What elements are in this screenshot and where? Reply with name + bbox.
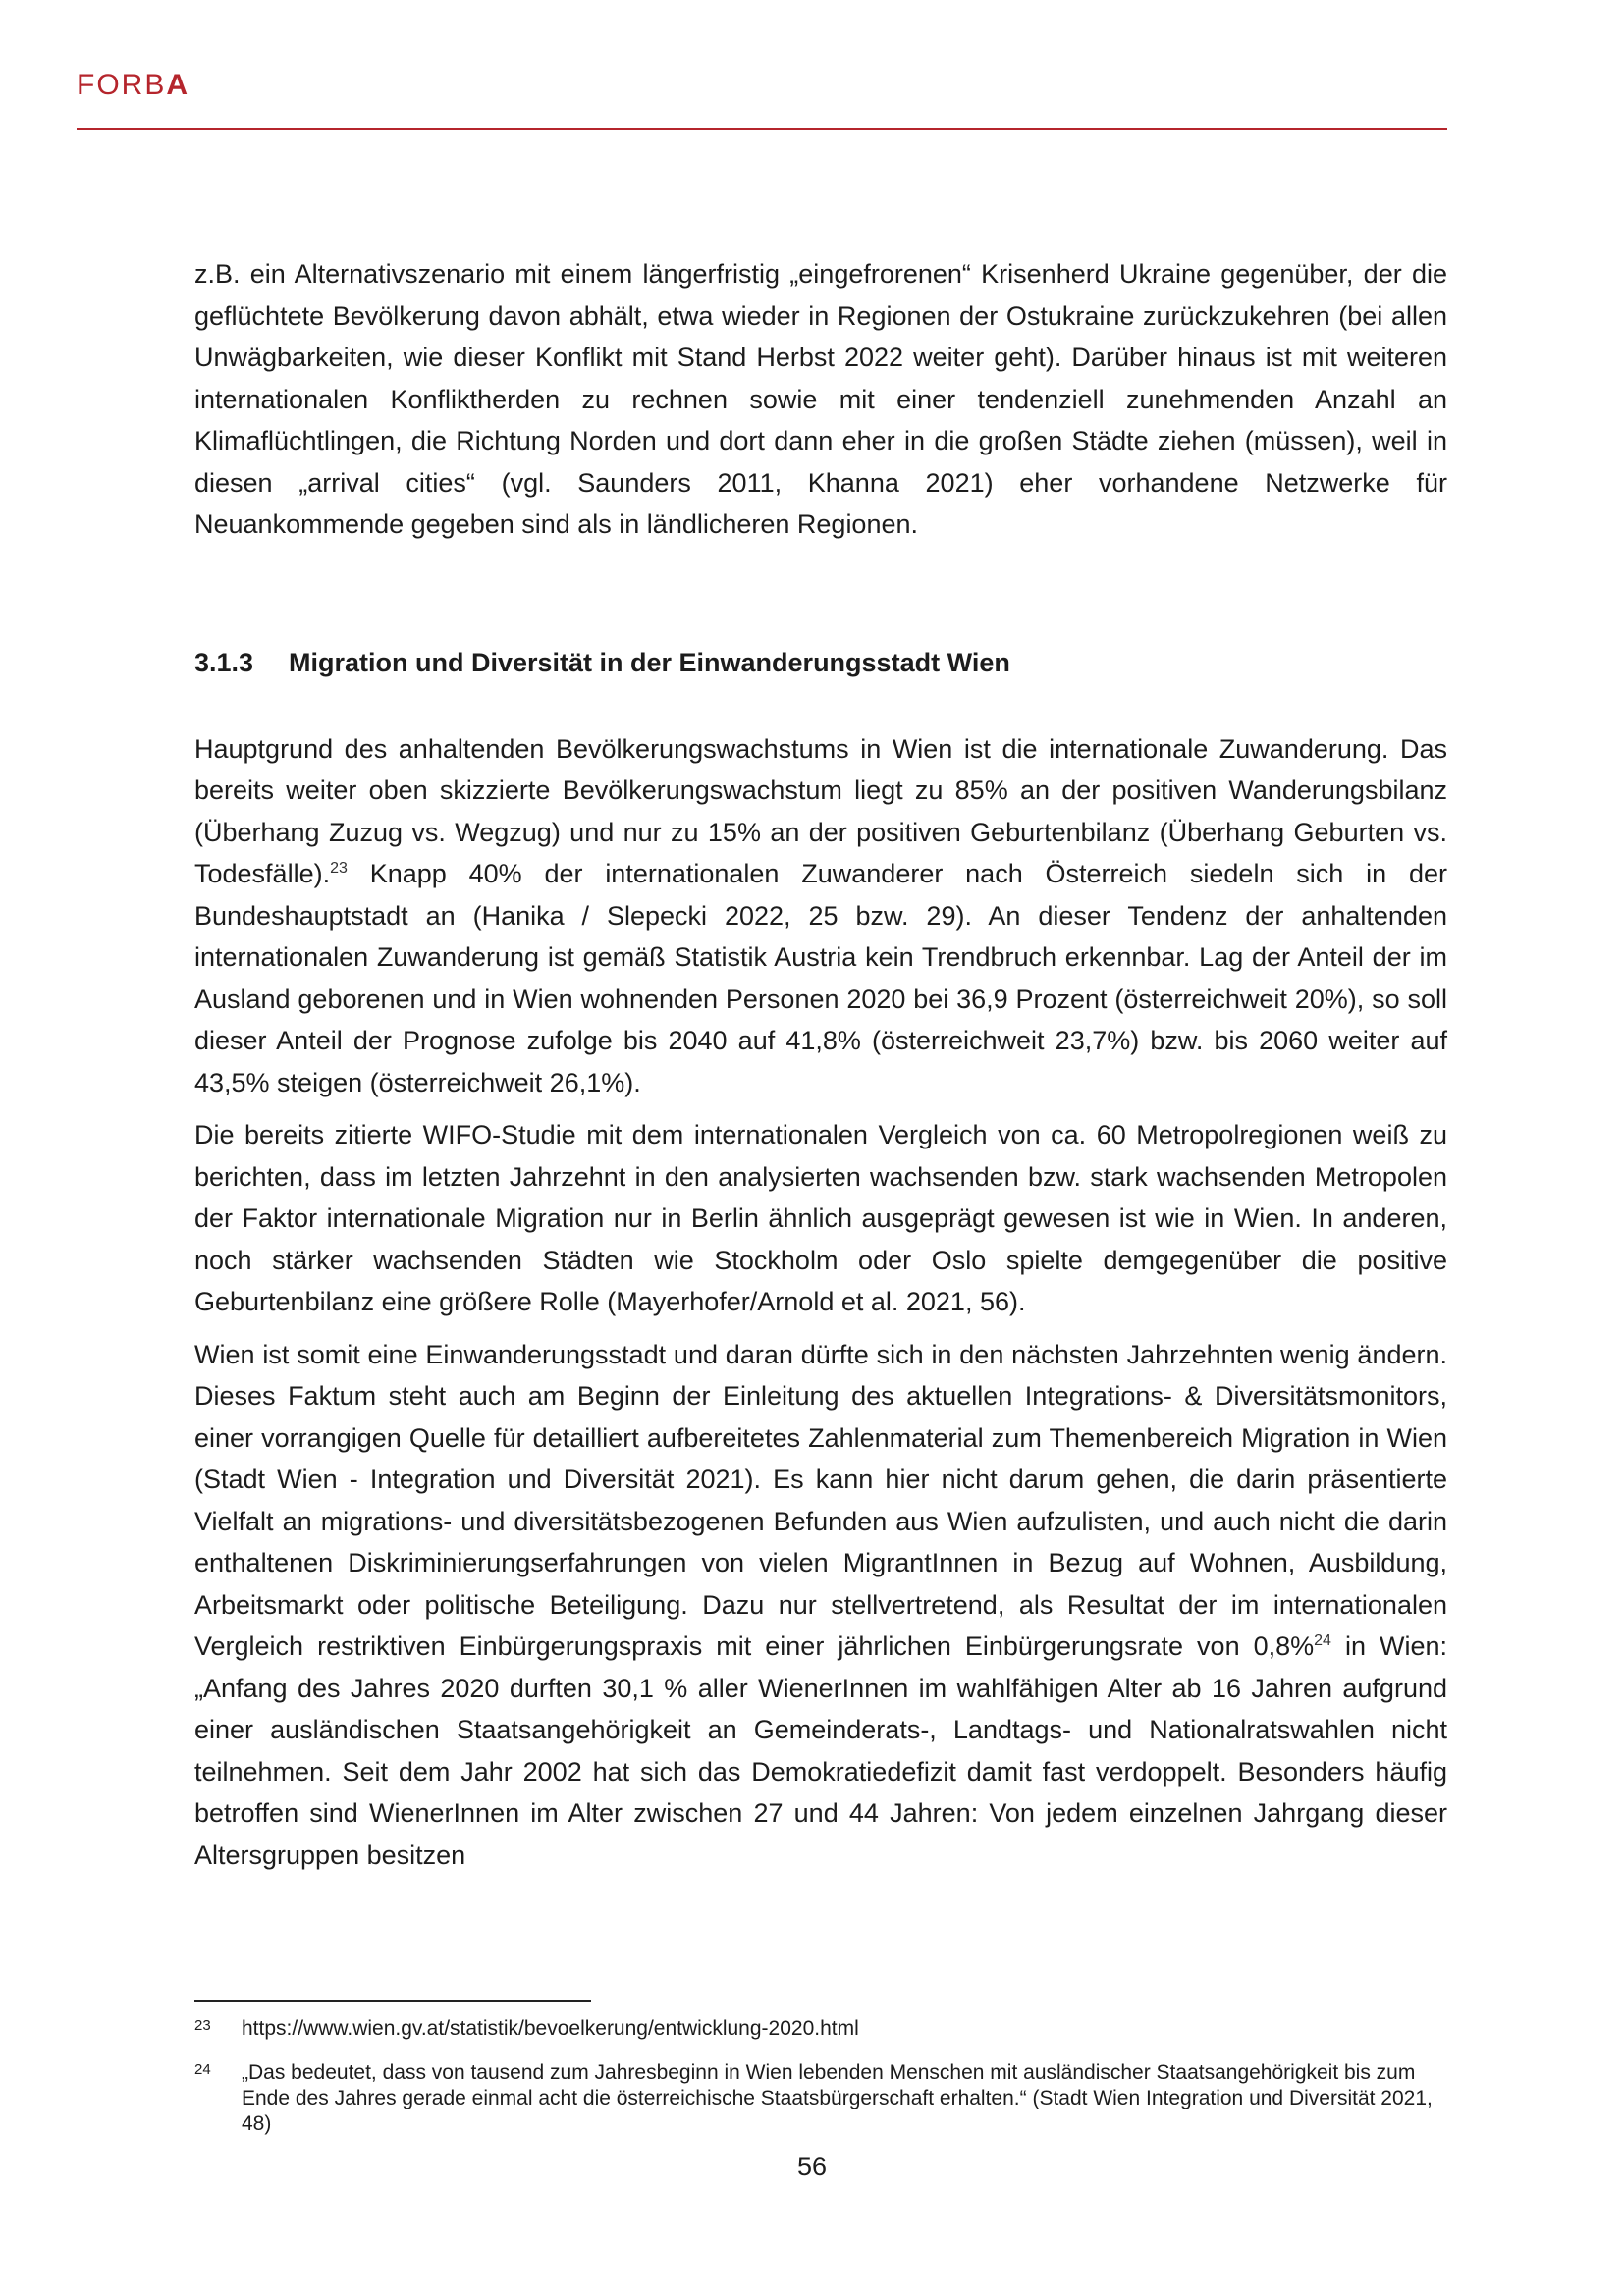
footnote-number: 24 (194, 2061, 211, 2078)
footnote-text: „Das bedeutet, dass von tausend zum Jahresbeginn in Wien lebenden Menschen mit ausländischer Staatsangehörigkeit bis zum Ende des Jahres gerade einmal acht die österreichische Staatsbürgerschaft erhalten.“ (Stadt Wien Integration und Diversität 2021, 48) (242, 2061, 1433, 2135)
paragraph-1 (194, 728, 1447, 1104)
page-number: 56 (796, 2152, 828, 2181)
header-rule (77, 128, 1447, 130)
footnote-link[interactable]: https://www.wien.gv.at/statistik/bevoelkerung/entwicklung-2020.html (242, 2017, 859, 2040)
intro-paragraph: z.B. ein Alternativszenario mit einem längerfristig „eingefrorenen“ Krisenherd Ukraine gegenüber, der die geflüchtete Bevölkerung davon abhält, etwa wieder in Regionen der Ostukraine zurückzukehren (bei allen Unwägbarkeiten, wie dieser Konflikt mit Stand Herbst 2022 weiter geht). Darüber hinaus ist mit weiteren internationalen Konfliktherden zu rechnen sowie mit einer tendenziell zunehmenden Anzahl an Klimaflüchtlingen, die Richtung Norden und dort dann eher in die großen Städte ziehen (müssen), weil in diesen „arrival cities“ (vgl. Saunders 2011, Khanna 2021) eher vorhandene Netzwerke für Neuankommende gegeben sind als in ländlicheren Regionen. (194, 259, 1447, 539)
footnote-separator (194, 2000, 591, 2002)
forba-logo (77, 69, 189, 102)
paragraph-1-part-b: Knapp 40% der internationalen Zuwanderer nach Österreich siedeln sich in der Bundeshauptstadt an (Hanika / Slepecki 2022, 25 bzw. 29). An dieser Tendenz der anhaltenden internationalen Zuwanderung ist gemäß Statistik Austria kein Trendbruch erkennbar. Lag der Anteil der im Ausland geborenen und in Wien wohnenden Personen 2020 bei 36,9 Prozent (österreichweit 20%), so soll dieser Anteil der Prognose zufolge bis 2040 auf 41,8% (österreichweit 23,7%) bzw. bis 2060 weiter auf 43,5% steigen (österreichweit 26,1%). (194, 859, 1447, 1097)
paragraph-3 (194, 1334, 1447, 1877)
logo-text-bold: A (166, 69, 190, 101)
section-heading (194, 642, 1447, 683)
footnote-24 (194, 2060, 1447, 2137)
section-number: 3.1.3 (194, 647, 254, 677)
footnotes (194, 2016, 1447, 2156)
main-content (194, 253, 1447, 1876)
paragraph-3-part-a: Wien ist somit eine Einwanderungsstadt und daran dürfte sich in den nächsten Jahrzehnten wenig ändern. Dieses Faktum steht auch am Beginn der Einleitung des aktuellen Integrations- & Diversitätsmonitors, einer vorrangigen Quelle für detailliert aufbereitetes Zahlenmaterial zum Themenbereich Migration in Wien (Stadt Wien - Integration und Diversität 2021). Es kann hier nicht darum gehen, die darin präsentierte Vielfalt an migrations- und diversitätsbezogenen Befunden aus Wien aufzulisten, und auch nicht die darin enthaltenen Diskriminierungserfahrungen von vielen MigrantInnen in Bezug auf Wohnen, Ausbildung, Arbeitsmarkt oder politische Beteiligung. Dazu nur stellvertretend, als Resultat der im internationalen Vergleich restriktiven Einbürgerungspraxis mit einer jährlichen Einbürgerungsrate von 0,8% (194, 1339, 1447, 1661)
section-title: Migration und Diversität in der Einwanderungsstadt Wien (289, 647, 1010, 677)
paragraph-1-part-a: Hauptgrund des anhaltenden Bevölkerungswachstums in Wien ist die internationale Zuwanderung. Das bereits weiter oben skizzierte Bevölkerungswachstum liegt zu 85% an der positiven Wanderungsbilanz (Überhang Zuzug vs. Wegzug) und nur zu 15% an der positiven Geburtenbilanz (Überhang Geburten vs. Todesfälle). (194, 733, 1447, 888)
footnote-ref-23[interactable]: 23 (330, 860, 348, 877)
logo-text-plain: FORB (77, 69, 167, 101)
footnote-number: 23 (194, 2017, 211, 2034)
paragraph-2: Die bereits zitierte WIFO-Studie mit dem internationalen Vergleich von ca. 60 Metropolregionen weiß zu berichten, dass im letzten Jahrzehnt in den analysierten wachsenden bzw. stark wachsenden Metropolen der Faktor internationale Migration nur in Berlin ähnlich ausgeprägt gewesen ist wie in Wien. In anderen, noch stärker wachsenden Städten wie Stockholm oder Oslo spielte demgegenüber die positive Geburtenbilanz eine größere Rolle (Mayerhofer/Arnold et al. 2021, 56). (194, 1120, 1447, 1316)
footnote-ref-24[interactable]: 24 (1314, 1632, 1331, 1649)
paragraph-3-part-b: in Wien: „Anfang des Jahres 2020 durften 30,1 % aller WienerInnen im wahlfähigen Alter ab 16 Jahren aufgrund einer ausländischen Staatsangehörigkeit an Gemeinderats-, Landtags- und Nationalratswahlen nicht teilnehmen. Seit dem Jahr 2002 hat sich das Demokratiedefizit damit fast verdoppelt. Besonders häufig betroffen sind WienerInnen im Alter zwischen 27 und 44 Jahren: Von jedem einzelnen Jahrgang dieser Altersgruppen besitzen (194, 1631, 1447, 1870)
footnote-23 (194, 2016, 1447, 2042)
